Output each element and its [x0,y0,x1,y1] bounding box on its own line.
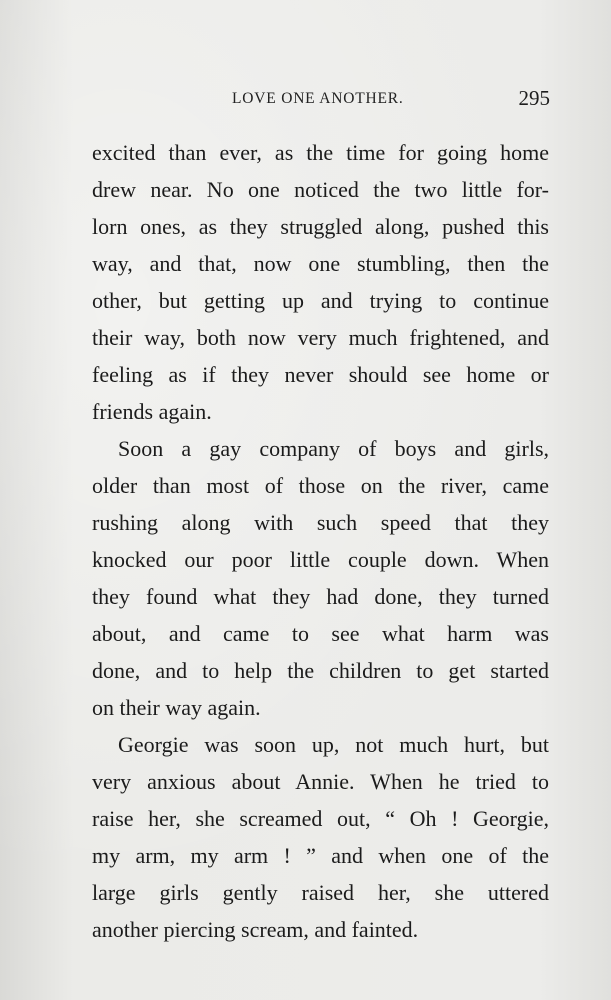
text-line: done, and to help the children to get started [92,658,549,683]
text-line: way, and that, now one stumbling, then the [92,251,549,276]
text-line: another piercing scream, and fainted. [92,917,419,942]
text-line: lorn ones, as they struggled along, pushed this [92,214,549,239]
text-line: knocked our poor little couple down. When [92,547,549,572]
text-line: about, and came to see what harm was [92,621,549,646]
text-line: Soon a gay company of boys and girls, [118,436,549,461]
text-line: feeling as if they never should see home or [92,362,549,387]
text-line: very anxious about Annie. When he tried to [92,769,549,794]
paragraph [92,134,549,430]
text-line: older than most of those on the river, came [92,473,549,498]
running-title: LOVE ONE ANOTHER. [232,90,404,107]
text-line: drew near. No one noticed the two little for- [92,177,549,202]
text-line: my arm, my arm ! ” and when one of the [92,843,549,868]
text-line: large girls gently raised her, she uttered [92,880,549,905]
text-line: friends again. [92,399,212,424]
text-line: Georgie was soon up, not much hurt, but [118,732,549,757]
text-line: rushing along with such speed that they [92,510,549,535]
text-line: on their way again. [92,695,261,720]
paragraph [92,430,549,726]
text-line: excited than ever, as the time for going home [92,140,549,165]
text-line: their way, both now very much frightened, and [92,325,549,350]
text-line: other, but getting up and trying to continue [92,288,549,313]
running-head [92,88,550,114]
page-number: 295 [518,86,550,110]
text-line: raise her, she screamed out, “ Oh ! Georgie, [92,806,549,831]
body-text [92,134,549,948]
paragraph [92,726,549,948]
text-line: they found what they had done, they turned [92,584,549,609]
